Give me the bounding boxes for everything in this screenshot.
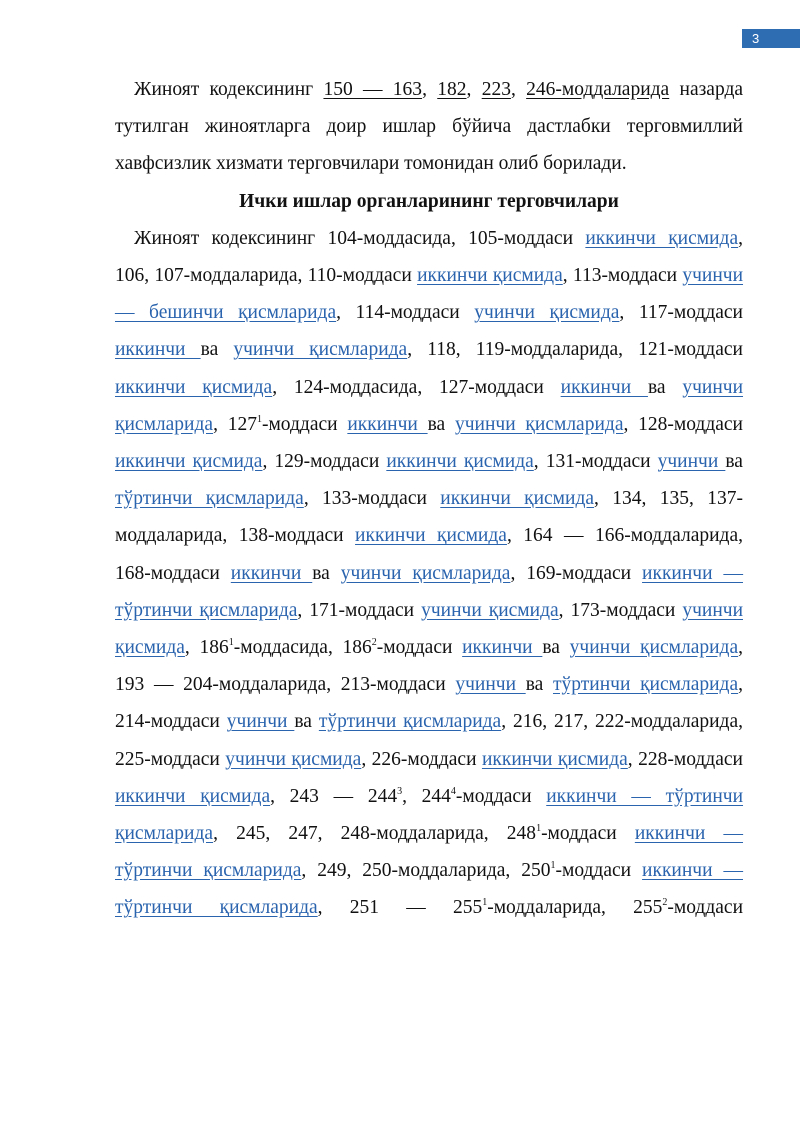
paragraph-text: -моддаси	[667, 897, 744, 919]
superscript-number: 3	[397, 785, 403, 797]
paragraph-text: -моддаси	[261, 413, 348, 435]
paragraph-text: -моддаларида, 255	[487, 897, 663, 919]
paragraph-text: ва	[200, 339, 234, 361]
paragraph-text: назарда тутилган жиноятларга доир ишлар бўйича дастлабки терговмиллий хавфсизлик хизмати терговчилари томонидан олиб борилади.	[115, 79, 744, 175]
paragraph-text: , 245, 247, 248-моддаларида, 248	[213, 823, 537, 845]
article-part-link[interactable]: иккинчи қисмида	[585, 227, 739, 249]
paragraph-text: , 171-моддаси	[297, 599, 422, 621]
article-reference: 182	[437, 79, 467, 100]
article-part-link[interactable]: иккинчи қисмида	[115, 376, 273, 398]
superscript-number: 2	[662, 897, 668, 909]
paragraph-text: ,	[510, 79, 527, 100]
paragraph-text: , 226-моддаси	[361, 748, 482, 770]
paragraph-text: , 169-моддаси	[510, 562, 643, 584]
paragraph-text: , 113-моддаси	[562, 265, 683, 287]
page-number-badge: 3	[742, 29, 800, 48]
paragraph-text: ,	[422, 79, 438, 100]
paragraph-text: , 173-моддаси	[558, 599, 683, 621]
article-reference: 223	[481, 79, 511, 100]
paragraph-text: Жиноят кодексининг	[134, 79, 324, 100]
article-part-link[interactable]: иккинчи қисмида	[115, 451, 263, 473]
article-part-link[interactable]: иккинчи	[560, 376, 648, 398]
superscript-number: 1	[228, 637, 234, 649]
article-part-link[interactable]: учинчи — бешинчи қисмларида	[115, 265, 744, 324]
paragraph-text: , 164 — 166-моддаларида, 168-моддаси	[115, 525, 743, 584]
paragraph-text: -моддасида, 186	[233, 637, 372, 659]
paragraph-text: , 193 — 204-моддаларида, 213-моддаси	[115, 637, 743, 696]
paragraph-text: -моддаси	[541, 823, 635, 845]
article-part-link[interactable]: иккинчи қисмида	[355, 525, 507, 547]
article-part-link[interactable]: учинчи қисмида	[421, 599, 559, 621]
superscript-number: 1	[256, 413, 262, 425]
article-part-link[interactable]: учинчи қисмида	[225, 748, 362, 770]
document-body	[115, 71, 743, 927]
paragraph-intro	[115, 71, 743, 183]
paragraph-articles	[115, 220, 743, 927]
paragraph-text: ,	[466, 79, 482, 100]
paragraph-text: ва	[725, 451, 743, 473]
paragraph-text: , 106, 107-моддаларида, 110-моддаси	[115, 227, 743, 287]
article-part-link[interactable]: учинчи қисмида	[115, 599, 743, 659]
paragraph-text: ва	[427, 413, 455, 435]
section-heading: Ички ишлар органларининг терговчилари	[239, 190, 619, 212]
paragraph-text: ва	[312, 562, 341, 584]
paragraph-text: , 128-моддаси	[623, 413, 743, 435]
paragraph-text: , 129-моддаси	[262, 451, 387, 473]
article-reference: 150 — 163	[323, 79, 423, 100]
paragraph-text: Жиноят кодексининг 104-моддасида, 105-моддаси	[134, 227, 586, 249]
article-reference: 246-моддаларида	[526, 79, 670, 100]
paragraph-text: -моддаси	[555, 860, 643, 882]
paragraph-text: , 186	[184, 637, 229, 659]
paragraph-text: -моддаси	[455, 785, 547, 807]
article-part-link[interactable]: иккинчи қисмида	[440, 488, 595, 510]
paragraph-text: , 117-моддаси	[619, 302, 743, 324]
paragraph-text: -моддаси	[376, 637, 463, 659]
paragraph-text: , 134, 135, 137-моддаларида, 138-моддаси	[115, 488, 743, 547]
article-part-link[interactable]: иккинчи	[347, 413, 428, 435]
paragraph-text: , 131-моддаси	[533, 451, 658, 473]
paragraph-text: , 133-моддаси	[303, 488, 441, 510]
article-part-link[interactable]: учинчи қисмида	[474, 302, 620, 324]
article-part-link[interactable]: иккинчи	[115, 339, 201, 361]
paragraph-text: , 124-моддасида, 127-моддаси	[272, 376, 561, 398]
article-part-link[interactable]: иккинчи — тўртинчи қисмларида	[115, 562, 743, 621]
article-part-link[interactable]: иккинчи — тўртинчи қисмларида	[115, 860, 743, 919]
paragraph-text: , 216, 217, 222-моддаларида, 225-моддаси	[115, 711, 744, 770]
article-part-link[interactable]: тўртинчи қисмларида	[115, 488, 304, 510]
article-part-link[interactable]: учинчи қисмларида	[454, 413, 624, 435]
paragraph-text: , 228-моддаси	[627, 748, 743, 770]
paragraph-text: , 249, 250-моддаларида, 250	[301, 860, 551, 882]
article-part-link[interactable]: учинчи қисмларида	[115, 376, 744, 435]
paragraph-text: , 127	[213, 413, 257, 435]
article-part-link[interactable]: иккинчи қисмида	[386, 451, 534, 473]
paragraph-text: ва	[525, 674, 553, 696]
article-part-link[interactable]: учинчи	[455, 674, 526, 696]
article-part-link[interactable]: иккинчи — тўртинчи қисмларида	[115, 823, 744, 882]
paragraph-text: , 118, 119-моддаларида, 121-моддаси	[407, 339, 743, 361]
paragraph-text: , 243 — 244	[270, 785, 398, 807]
superscript-number: 1	[550, 860, 556, 872]
paragraph-text: ва	[294, 711, 319, 733]
paragraph-text: ва	[542, 637, 570, 659]
article-part-link[interactable]: учинчи қисмларида	[340, 562, 511, 584]
superscript-number: 1	[482, 897, 488, 909]
paragraph-text: ва	[647, 376, 683, 398]
paragraph-text: , 214-моддаси	[115, 674, 743, 733]
article-part-link[interactable]: учинчи қисмларида	[569, 637, 739, 659]
superscript-number: 1	[536, 823, 542, 835]
article-part-link[interactable]: учинчи	[226, 711, 295, 733]
article-part-link[interactable]: иккинчи — тўртинчи қисмларида	[115, 785, 744, 845]
paragraph-text: , 251 — 255	[317, 897, 483, 919]
superscript-number: 4	[450, 785, 456, 797]
article-part-link[interactable]: учинчи қисмларида	[233, 339, 408, 361]
paragraph-text: , 244	[402, 785, 451, 807]
article-part-link[interactable]: иккинчи қисмида	[481, 748, 628, 770]
article-part-link[interactable]: иккинчи	[462, 637, 543, 659]
article-part-link[interactable]: иккинчи қисмида	[115, 785, 271, 807]
paragraph-text: , 114-моддаси	[336, 302, 475, 324]
article-part-link[interactable]: иккинчи	[230, 562, 313, 584]
article-part-link[interactable]: учинчи	[657, 451, 726, 473]
article-part-link[interactable]: тўртинчи қисмларида	[552, 674, 739, 696]
article-part-link[interactable]: иккинчи қисмида	[417, 265, 563, 287]
superscript-number: 2	[371, 637, 377, 649]
article-part-link[interactable]: тўртинчи қисмларида	[318, 711, 502, 733]
